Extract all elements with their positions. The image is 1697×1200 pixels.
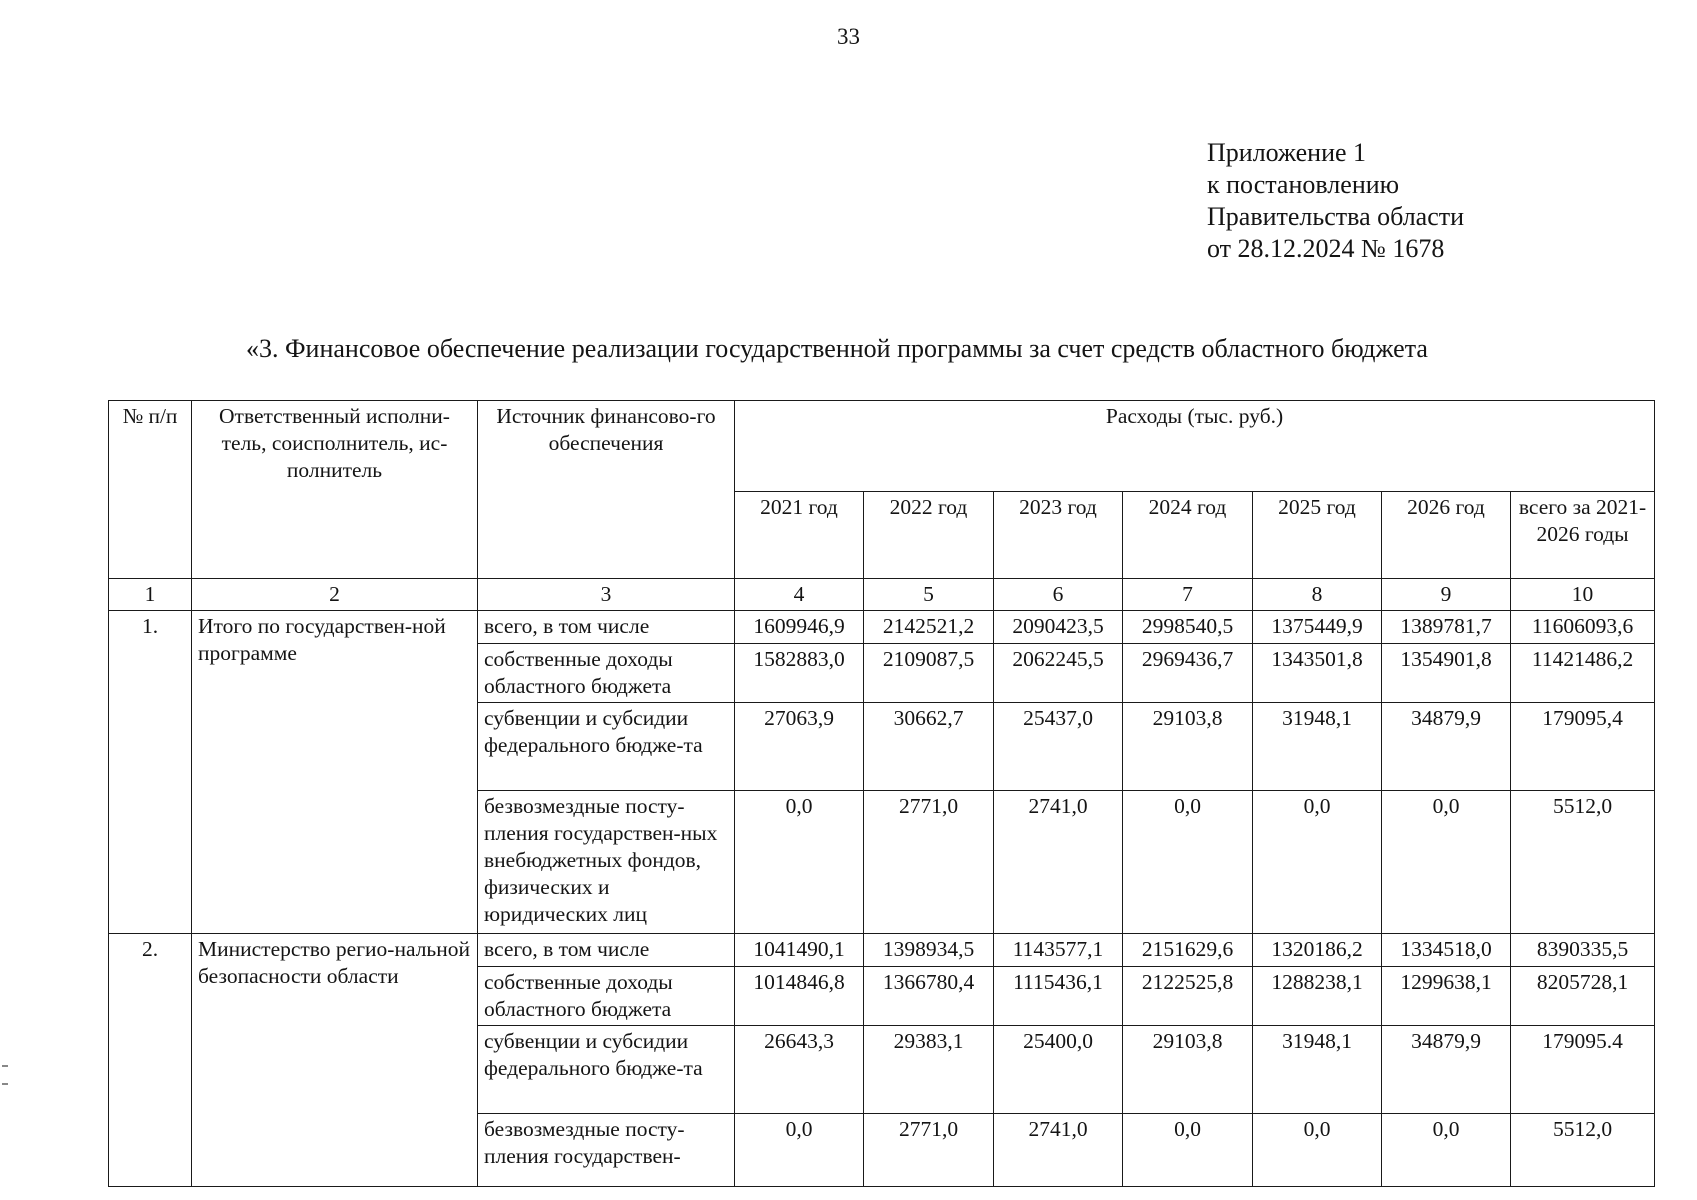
value-cell: 0,0 bbox=[735, 1114, 864, 1187]
row-source: собственные доходы областного бюджета bbox=[478, 967, 735, 1026]
value-cell: 31948,1 bbox=[1253, 703, 1382, 791]
value-cell: 2122525,8 bbox=[1123, 967, 1253, 1026]
header-year: 2023 год bbox=[994, 492, 1123, 579]
column-numbers-row bbox=[109, 579, 1655, 611]
row-source: субвенции и субсидии федерального бюдже-та bbox=[478, 703, 735, 791]
appendix-line-3: Правительства области bbox=[1207, 202, 1465, 231]
value-cell: 0,0 bbox=[1253, 1114, 1382, 1187]
header-year: 2021 год bbox=[735, 492, 864, 579]
column-number: 4 bbox=[735, 579, 864, 611]
value-cell: 2741,0 bbox=[994, 791, 1123, 934]
column-number: 8 bbox=[1253, 579, 1382, 611]
value-cell: 2741,0 bbox=[994, 1114, 1123, 1187]
value-cell: 1299638,1 bbox=[1382, 967, 1511, 1026]
value-cell: 5512,0 bbox=[1511, 791, 1655, 934]
header-source: Источник финансово-го обеспечения bbox=[478, 401, 735, 579]
section-title: «3. Финансовое обеспечение реализации государственной программы за счет средств областного бюджета bbox=[246, 334, 1428, 363]
column-number: 9 bbox=[1382, 579, 1511, 611]
value-cell: 0,0 bbox=[1253, 791, 1382, 934]
value-cell: 31948,1 bbox=[1253, 1026, 1382, 1114]
financing-table bbox=[108, 400, 1655, 1187]
value-cell: 0,0 bbox=[735, 791, 864, 934]
column-number: 3 bbox=[478, 579, 735, 611]
table-row bbox=[109, 611, 1655, 644]
page-number: 33 bbox=[837, 24, 860, 49]
value-cell: 34879,9 bbox=[1382, 1026, 1511, 1114]
value-cell: 1609946,9 bbox=[735, 611, 864, 644]
column-number: 10 bbox=[1511, 579, 1655, 611]
value-cell: 1375449,9 bbox=[1253, 611, 1382, 644]
value-cell: 0,0 bbox=[1382, 1114, 1511, 1187]
value-cell: 30662,7 bbox=[864, 703, 994, 791]
value-cell: 1143577,1 bbox=[994, 934, 1123, 967]
header-year: 2022 год bbox=[864, 492, 994, 579]
appendix-line-4: от 28.12.2024 № 1678 bbox=[1207, 234, 1445, 263]
row-number: 2. bbox=[109, 934, 192, 1187]
value-cell: 5512,0 bbox=[1511, 1114, 1655, 1187]
value-cell: 29103,8 bbox=[1123, 1026, 1253, 1114]
row-number: 1. bbox=[109, 611, 192, 934]
value-cell: 1320186,2 bbox=[1253, 934, 1382, 967]
column-number: 5 bbox=[864, 579, 994, 611]
value-cell: 2771,0 bbox=[864, 791, 994, 934]
value-cell: 11421486,2 bbox=[1511, 644, 1655, 703]
value-cell: 0,0 bbox=[1123, 1114, 1253, 1187]
appendix-line-1: Приложение 1 bbox=[1207, 138, 1367, 167]
value-cell: 26643,3 bbox=[735, 1026, 864, 1114]
value-cell: 1041490,1 bbox=[735, 934, 864, 967]
header-row bbox=[109, 401, 1655, 492]
value-cell: 25400,0 bbox=[994, 1026, 1123, 1114]
value-cell: 25437,0 bbox=[994, 703, 1123, 791]
header-num: № п/п bbox=[109, 401, 192, 579]
row-source: безвозмездные посту-пления государствен-ных внебюджетных фондов, физических и юридических лиц bbox=[478, 791, 735, 934]
header-year: 2026 год bbox=[1382, 492, 1511, 579]
value-cell: 1014846,8 bbox=[735, 967, 864, 1026]
appendix-line-2: к постановлению bbox=[1207, 170, 1400, 199]
value-cell: 1115436,1 bbox=[994, 967, 1123, 1026]
value-cell: 29383,1 bbox=[864, 1026, 994, 1114]
column-number: 1 bbox=[109, 579, 192, 611]
appendix-block bbox=[1207, 137, 1464, 265]
column-number: 2 bbox=[192, 579, 478, 611]
value-cell: 1398934,5 bbox=[864, 934, 994, 967]
value-cell: 2090423,5 bbox=[994, 611, 1123, 644]
column-number: 7 bbox=[1123, 579, 1253, 611]
value-cell: 1582883,0 bbox=[735, 644, 864, 703]
value-cell: 2062245,5 bbox=[994, 644, 1123, 703]
header-expenses: Расходы (тыс. руб.) bbox=[735, 401, 1655, 492]
value-cell: 2151629,6 bbox=[1123, 934, 1253, 967]
scan-margin-mark bbox=[2, 1065, 8, 1085]
header-executor: Ответственный исполни-тель, соисполнитель, ис-полнитель bbox=[192, 401, 478, 579]
row-source: собственные доходы областного бюджета bbox=[478, 644, 735, 703]
row-source: всего, в том числе bbox=[478, 934, 735, 967]
value-cell: 11606093,6 bbox=[1511, 611, 1655, 644]
row-source: безвозмездные посту-пления государствен- bbox=[478, 1114, 735, 1187]
value-cell: 1288238,1 bbox=[1253, 967, 1382, 1026]
value-cell: 179095,4 bbox=[1511, 703, 1655, 791]
value-cell: 34879,9 bbox=[1382, 703, 1511, 791]
value-cell: 2142521,2 bbox=[864, 611, 994, 644]
value-cell: 29103,8 bbox=[1123, 703, 1253, 791]
header-year: 2025 год bbox=[1253, 492, 1382, 579]
value-cell: 2969436,7 bbox=[1123, 644, 1253, 703]
value-cell: 0,0 bbox=[1123, 791, 1253, 934]
value-cell: 8390335,5 bbox=[1511, 934, 1655, 967]
row-source: субвенции и субсидии федерального бюдже-та bbox=[478, 1026, 735, 1114]
value-cell: 1343501,8 bbox=[1253, 644, 1382, 703]
column-number: 6 bbox=[994, 579, 1123, 611]
row-executor: Министерство регио-нальной безопасности области bbox=[192, 934, 478, 1187]
header-total: всего за 2021-2026 годы bbox=[1511, 492, 1655, 579]
value-cell: 0,0 bbox=[1382, 791, 1511, 934]
header-year: 2024 год bbox=[1123, 492, 1253, 579]
value-cell: 27063,9 bbox=[735, 703, 864, 791]
value-cell: 1354901,8 bbox=[1382, 644, 1511, 703]
value-cell: 8205728,1 bbox=[1511, 967, 1655, 1026]
value-cell: 1389781,7 bbox=[1382, 611, 1511, 644]
row-executor: Итого по государствен-ной программе bbox=[192, 611, 478, 934]
value-cell: 2109087,5 bbox=[864, 644, 994, 703]
value-cell: 179095.4 bbox=[1511, 1026, 1655, 1114]
value-cell: 2998540,5 bbox=[1123, 611, 1253, 644]
row-source: всего, в том числе bbox=[478, 611, 735, 644]
value-cell: 1366780,4 bbox=[864, 967, 994, 1026]
value-cell: 1334518,0 bbox=[1382, 934, 1511, 967]
table-row bbox=[109, 934, 1655, 967]
value-cell: 2771,0 bbox=[864, 1114, 994, 1187]
